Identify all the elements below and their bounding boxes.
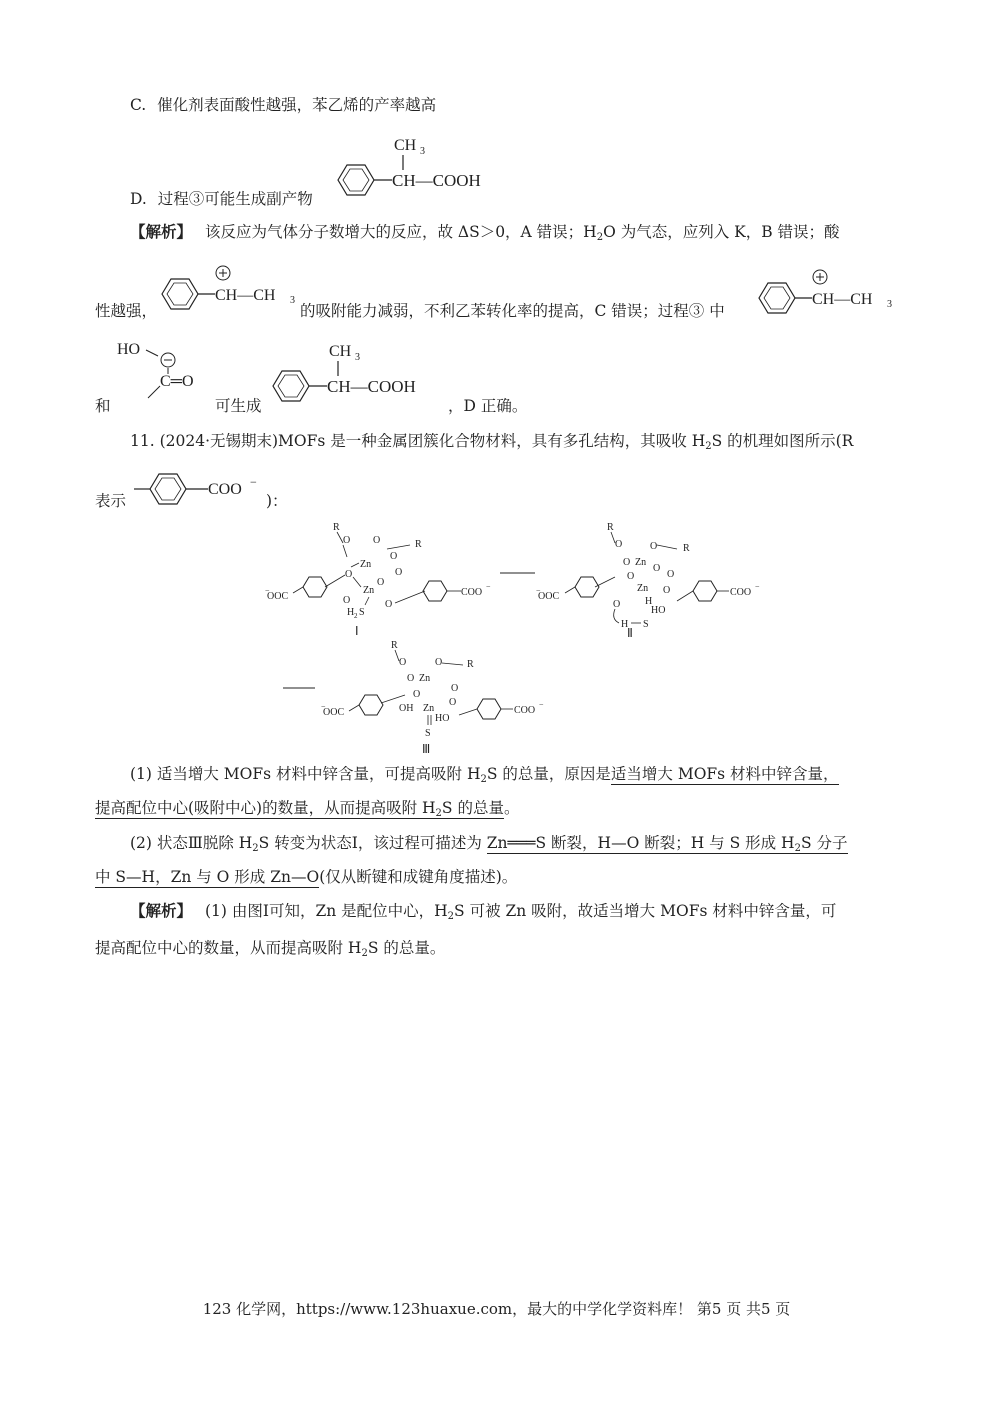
question-11-line-2a bbox=[95, 490, 126, 512]
subscript: 2 bbox=[435, 808, 442, 819]
subscript: 2 bbox=[354, 612, 358, 620]
question-text: )： bbox=[266, 492, 288, 510]
h-label: H bbox=[621, 619, 629, 630]
ho-label: HO bbox=[435, 713, 450, 724]
analysis-1-line-2b bbox=[300, 300, 725, 322]
zn-label: Zn bbox=[635, 557, 647, 568]
zn-label: Zn bbox=[419, 673, 431, 684]
question-text: (2) 状态Ⅲ脱除 H bbox=[130, 834, 253, 852]
ooc-label: OOC bbox=[538, 591, 560, 602]
o-label: O bbox=[451, 683, 459, 694]
o-label: O bbox=[663, 585, 671, 596]
o-label: O bbox=[667, 569, 675, 580]
question-text: (1) 适当增大 MOFs 材料中锌含量，可提高吸附 H bbox=[130, 765, 481, 783]
state-i-structure bbox=[265, 522, 491, 638]
option-c-text: 催化剂表面酸性越强，苯乙烯的产率越高 bbox=[157, 96, 437, 114]
zn-label: Zn bbox=[423, 703, 435, 714]
o-label: O bbox=[435, 657, 443, 668]
ch-cooh-label: CH—COOH bbox=[327, 377, 416, 396]
minus-sign: − bbox=[536, 586, 541, 595]
question-11-1-line-1 bbox=[130, 763, 839, 791]
o-label: O bbox=[399, 657, 407, 668]
ch3-subscript: 3 bbox=[420, 146, 425, 157]
coo-label: COO bbox=[461, 587, 483, 598]
o-label: O bbox=[395, 567, 403, 578]
ooc-label: OOC bbox=[267, 591, 289, 602]
analysis-text: O 为气态，应列入 K，B 错误；酸 bbox=[603, 223, 840, 241]
analysis-tag: 【解析】 bbox=[130, 901, 193, 920]
option-d-label: D. bbox=[130, 190, 147, 208]
question-11-line-1 bbox=[130, 430, 853, 458]
coo-label: COO bbox=[208, 481, 242, 498]
r-label: R bbox=[607, 522, 614, 533]
r-label: R bbox=[391, 640, 398, 651]
question-text: S 转变为状态Ⅰ，该过程可描述为 bbox=[258, 834, 482, 852]
question-text: S 的总量，原因是 bbox=[486, 765, 611, 783]
analysis-text: 可生成 bbox=[215, 397, 262, 415]
analysis-2-line-2 bbox=[95, 937, 445, 965]
minus-sign: − bbox=[539, 700, 544, 709]
o-label: O bbox=[390, 551, 398, 562]
c-double-o-label: C═O bbox=[160, 373, 194, 390]
o-label: O bbox=[385, 599, 393, 610]
oh-label: OH bbox=[399, 703, 414, 714]
r-label: R bbox=[467, 659, 474, 670]
punctuation: 。 bbox=[503, 799, 520, 817]
analysis-text: S 的总量。 bbox=[367, 939, 446, 957]
h-label: H bbox=[645, 596, 653, 607]
structure-carbocation-2 bbox=[755, 266, 905, 326]
answer-text bbox=[487, 834, 848, 854]
ho-label: HO bbox=[117, 341, 141, 358]
option-c bbox=[130, 94, 436, 116]
analysis-text: 的吸附能力减弱，不利乙苯转化率的提高，C 错误；过程③ 中 bbox=[300, 302, 725, 320]
ch-cooh-label: CH—COOH bbox=[392, 171, 481, 190]
answer-text-part: Zn═══S 断裂，H—O 断裂；H 与 S 形成 H bbox=[486, 834, 795, 852]
question-11-2-line-2 bbox=[95, 866, 517, 888]
minus-sign: − bbox=[486, 582, 491, 591]
ch3-label: CH bbox=[329, 343, 352, 360]
ch-ch3-label: CH—CH bbox=[215, 287, 276, 304]
question-11-line-2b bbox=[266, 490, 288, 512]
r-label: R bbox=[415, 539, 422, 550]
subscript: 2 bbox=[447, 911, 455, 922]
question-11-2-line-1 bbox=[130, 832, 848, 860]
zn-label: Zn bbox=[363, 585, 375, 596]
question-text: 表示 bbox=[95, 492, 127, 510]
zn-label: Zn bbox=[637, 583, 649, 594]
s-label: S bbox=[425, 728, 431, 739]
analysis-1-line-3c bbox=[448, 395, 527, 417]
analysis-text: 提高配位中心的数量，从而提高吸附 H bbox=[95, 939, 362, 957]
o-label: O bbox=[615, 539, 623, 550]
s-label: S bbox=[359, 607, 365, 618]
analysis-1-line-2a bbox=[95, 300, 157, 322]
subscript: 2 bbox=[794, 843, 801, 854]
ch3-subscript: 3 bbox=[355, 352, 360, 363]
question-text: (仅从断键和成键角度描述)。 bbox=[319, 868, 518, 886]
question-11-1-line-2 bbox=[95, 797, 519, 825]
question-text: S 的机理如图所示(R bbox=[711, 432, 854, 450]
state-label-ii: Ⅱ bbox=[627, 626, 633, 640]
analysis-text: 和 bbox=[95, 397, 111, 415]
minus-sign: − bbox=[755, 582, 760, 591]
minus-sign: − bbox=[321, 702, 326, 711]
mechanism-diagram bbox=[265, 515, 775, 760]
state-label-iii: Ⅲ bbox=[422, 742, 431, 756]
subscript: 2 bbox=[480, 774, 487, 785]
subscript: 2 bbox=[252, 843, 259, 854]
ch3-label: CH bbox=[394, 137, 417, 154]
o-label: O bbox=[377, 577, 385, 588]
state-label-i: Ⅰ bbox=[355, 624, 359, 638]
ch3-subscript: 3 bbox=[887, 299, 892, 310]
answer-text-part: S 的总量 bbox=[441, 799, 504, 817]
o-label: O bbox=[345, 569, 353, 580]
analysis-text: 该反应为气体分子数增大的反应，故 ΔS＞0，A 错误；H bbox=[204, 223, 597, 241]
r-label: R bbox=[683, 543, 690, 554]
question-text: 11. (2024·无锡期末)MOFs 是一种金属团簇化合物材料，具有多孔结构，其吸收 H bbox=[130, 432, 706, 450]
page-footer: 123 化学网，https://www.123huaxue.com，最大的中学化学资料库！ 第5 页 共5 页 bbox=[202, 1300, 791, 1318]
structure-carbocation-1 bbox=[158, 262, 308, 322]
r-label: R bbox=[333, 522, 340, 533]
o-label: O bbox=[653, 563, 661, 574]
analysis-text: (1) 由图Ⅰ可知，Zn 是配位中心，H bbox=[204, 902, 448, 920]
h-label: H bbox=[347, 607, 355, 618]
o-label: O bbox=[373, 535, 381, 546]
option-c-label: C. bbox=[130, 96, 147, 114]
minus-sign: − bbox=[265, 586, 270, 595]
subscript: 2 bbox=[705, 441, 712, 452]
structure-r-group bbox=[128, 466, 268, 512]
o-label: O bbox=[623, 557, 631, 568]
o-label: O bbox=[650, 541, 658, 552]
analysis-text: ，D 正确。 bbox=[448, 397, 528, 415]
analysis-1-line-3a bbox=[95, 395, 111, 417]
coo-label: COO bbox=[730, 587, 752, 598]
state-ii-structure bbox=[536, 522, 760, 640]
ch3-subscript: 3 bbox=[290, 295, 295, 306]
answer-text bbox=[95, 799, 504, 819]
option-d-text: 过程③可能生成副产物 bbox=[157, 190, 313, 208]
o-label: O bbox=[449, 697, 457, 708]
ho-label: HO bbox=[651, 605, 666, 616]
answer-text-part: S 分子 bbox=[800, 834, 848, 852]
structure-phenylpropanoic-acid-d bbox=[330, 132, 510, 202]
answer-text: 中 S—H，Zn 与 O 形成 Zn—O bbox=[95, 868, 320, 886]
coo-label: COO bbox=[514, 705, 536, 716]
subscript: 2 bbox=[596, 232, 604, 243]
answer-text-part: 提高配位中心(吸附中心)的数量，从而提高吸附 H bbox=[95, 799, 436, 817]
o-label: O bbox=[343, 535, 351, 546]
analysis-1-line-3b bbox=[215, 395, 262, 417]
structure-carboxylic-fragment bbox=[112, 336, 212, 406]
analysis-tag: 【解析】 bbox=[130, 222, 193, 241]
structure-phenylpropanoic-acid-analysis bbox=[265, 338, 445, 408]
o-label: O bbox=[343, 595, 351, 606]
minus-sign: − bbox=[250, 475, 257, 489]
o-label: O bbox=[407, 673, 415, 684]
analysis-text: S 可被 Zn 吸附，故适当增大 MOFs 材料中锌含量，可 bbox=[454, 902, 837, 920]
analysis-text: 性越强， bbox=[95, 302, 158, 320]
subscript: 2 bbox=[361, 948, 368, 959]
analysis-2-line-1 bbox=[130, 900, 836, 928]
analysis-1-line-1 bbox=[130, 221, 840, 249]
o-label: O bbox=[613, 599, 621, 610]
s-label: S bbox=[643, 619, 649, 630]
o-label: O bbox=[413, 689, 421, 700]
answer-text: 适当增大 MOFs 材料中锌含量， bbox=[610, 765, 839, 783]
ooc-label: OOC bbox=[323, 707, 345, 718]
state-iii-structure bbox=[321, 640, 544, 756]
ch-ch3-label: CH—CH bbox=[812, 291, 873, 308]
zn-label: Zn bbox=[360, 559, 372, 570]
o-label: O bbox=[627, 571, 635, 582]
option-d bbox=[130, 188, 313, 210]
